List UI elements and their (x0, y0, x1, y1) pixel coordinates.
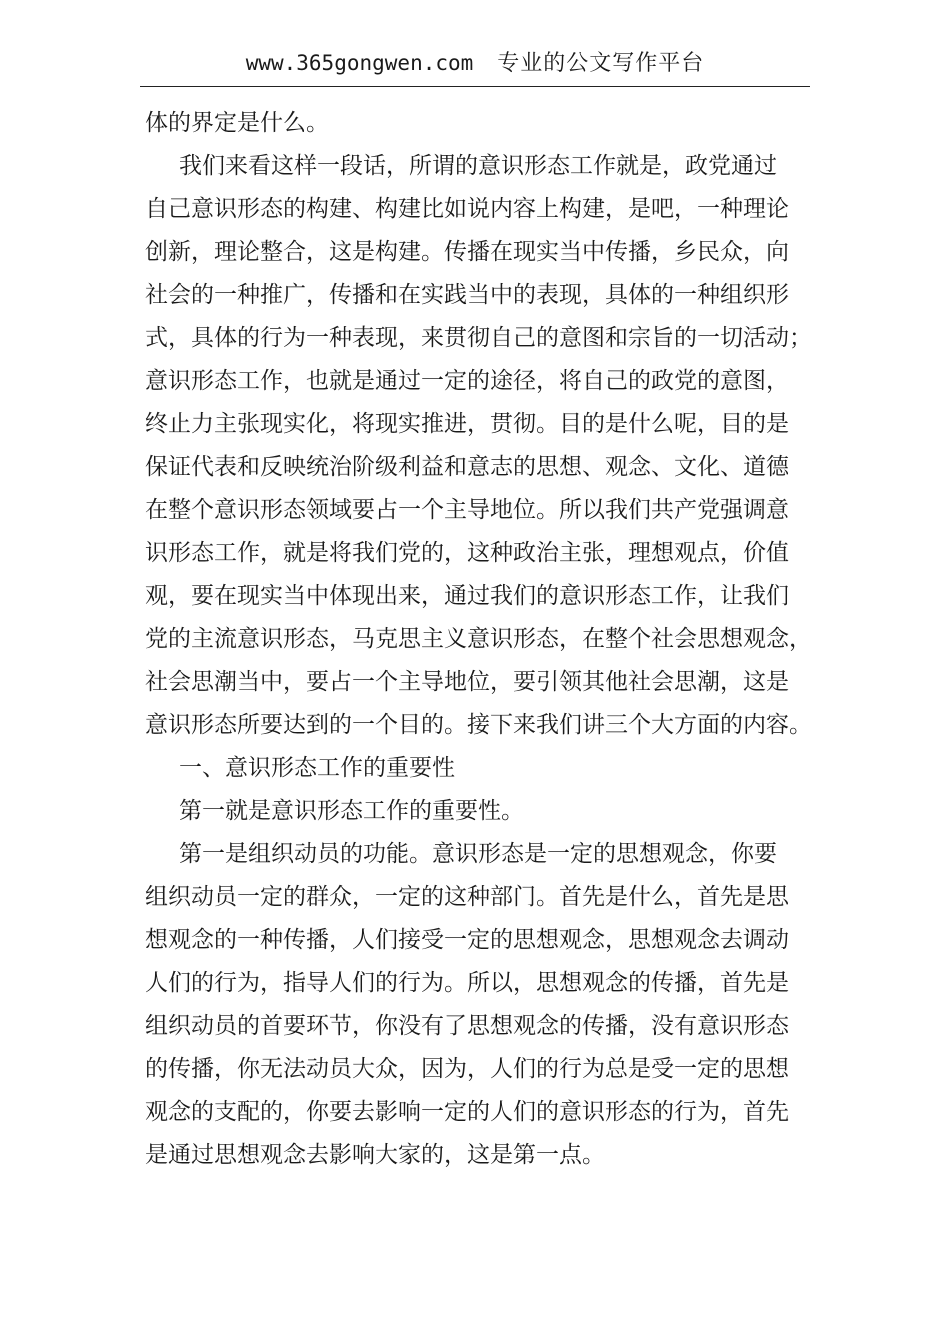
text-line: 第一就是意识形态工作的重要性。 (179, 798, 524, 824)
text-line: 在整个意识形态领域要占一个主导地位。所以我们共产党强调意 (145, 497, 789, 523)
text-line: 组织动员一定的群众，一定的这种部门。首先是什么，首先是思 (145, 884, 789, 910)
text-line: 意识形态所要达到的一个目的。接下来我们讲三个大方面的内容。 (145, 712, 812, 738)
text-line: 识形态工作，就是将我们党的，这种政治主张，理想观点，价值 (145, 540, 789, 566)
header-site-url: www.365gongwen.com (245, 51, 474, 75)
text-line: 式，具体的行为一种表现，来贯彻自己的意图和宗旨的一切活动； (145, 325, 812, 351)
text-line: 自己意识形态的构建、构建比如说内容上构建，是吧，一种理论 (145, 196, 789, 222)
text-line: 观，要在现实当中体现出来，通过我们的意识形态工作，让我们 (145, 583, 789, 609)
text-line: 我们来看这样一段话，所谓的意识形态工作就是，政党通过 (179, 153, 777, 179)
text-line: 人们的行为，指导人们的行为。所以，思想观念的传播，首先是 (145, 970, 789, 996)
text-line: 社会的一种推广，传播和在实践当中的表现，具体的一种组织形 (145, 282, 789, 308)
text-line: 组织动员的首要环节，你没有了思想观念的传播，没有意识形态 (145, 1013, 789, 1039)
text-line: 的传播，你无法动员大众，因为，人们的行为总是受一定的思想 (145, 1056, 789, 1082)
text-line: 是通过思想观念去影响大家的，这是第一点。 (145, 1142, 605, 1168)
page-header (140, 48, 810, 79)
text-line: 意识形态工作，也就是通过一定的途径，将自己的政党的意图， (145, 368, 789, 394)
text-line: 终止力主张现实化，将现实推进，贯彻。目的是什么呢，目的是 (145, 411, 789, 437)
text-line: 体的界定是什么。 (145, 110, 329, 136)
text-line: 想观念的一种传播，人们接受一定的思想观念，思想观念去调动 (145, 927, 789, 953)
header-rule (140, 86, 810, 87)
text-line: 观念的支配的，你要去影响一定的人们的意识形态的行为，首先 (145, 1099, 789, 1125)
text-line: 第一是组织动员的功能。意识形态是一定的思想观念，你要 (179, 841, 777, 867)
text-line: 保证代表和反映统治阶级利益和意志的思想、观念、文化、道德 (145, 454, 789, 480)
text-line: 一、意识形态工作的重要性 (179, 755, 455, 781)
text-line: 党的主流意识形态，马克思主义意识形态，在整个社会思想观念， (145, 626, 812, 652)
header-slogan: 专业的公文写作平台 (497, 51, 705, 76)
text-line: 社会思潮当中，要占一个主导地位，要引领其他社会思潮，这是 (145, 669, 789, 695)
text-line: 创新，理论整合，这是构建。传播在现实当中传播，乡民众，向 (145, 239, 789, 265)
document-body (145, 102, 825, 1177)
